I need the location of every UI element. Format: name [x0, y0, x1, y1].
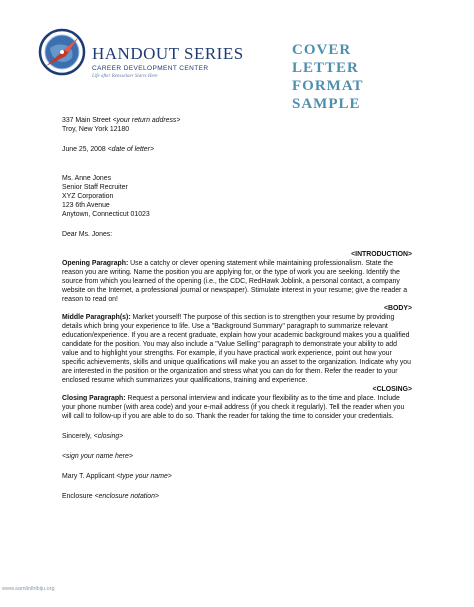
brand-block — [92, 45, 252, 81]
signoff — [62, 432, 412, 441]
middle-label: Middle Paragraph(s): — [62, 314, 131, 321]
recipient-line: Senior Staff Recruiter — [62, 184, 128, 191]
street-note: <your return address> — [112, 117, 181, 124]
footer-watermark: www.samlinlhibiju.org — [2, 586, 55, 592]
return-address-street — [62, 116, 412, 125]
middle-text: Market yourself! The purpose of this section is to strengthen your resume by providing details which bring your experience to life. Use a "Background Summary" paragraph to summarize relevant education/experience. If you are a recent graduate, explain how your academic background makes you a qualified candidate for the position. You may also include a "Value Selling" paragraph to demonstrate your ability to add value and to highlight your strengths. For example, if you have practical work experience, point out how your specific achievements, skills and unique qualifications will make you an asset to the organization. Indicate why you are interested in the position or the organization and stress what you can do for them. Refer the reader to your enclosed resume which summarizes your qualifications, training and experience. — [62, 314, 411, 384]
letter-body — [62, 116, 412, 501]
date-note: <date of letter> — [107, 146, 154, 153]
enclosure-note: <enclosure notation> — [94, 493, 159, 500]
recipient-line: XYZ Corporation — [62, 193, 114, 200]
compass-globe-icon — [38, 28, 86, 76]
salutation: Dear Ms. Jones: — [62, 231, 113, 238]
recipient-line: Ms. Anne Jones — [62, 175, 112, 182]
brand-title: HANDOUT SERIES — [92, 44, 244, 63]
street-text: 337 Main Street — [62, 117, 111, 124]
signature-note — [62, 452, 412, 461]
recipient-line: Anytown, Connecticut 01023 — [62, 211, 150, 218]
signature-note-text: <sign your name here> — [62, 453, 133, 460]
brand-subtitle: CAREER DEVELOPMENT CENTER — [92, 65, 209, 72]
typed-name — [62, 472, 412, 481]
section-marker-introduction: <INTRODUCTION> — [351, 251, 412, 258]
opening-text: Use a catchy or clever opening statement while maintaining professionalism. State the reason you are writing. Name the position you are applying for, or the type of work you are seeking. Identify the source from which you learned of the opening (i.e., the CDC, RedHawk Joblink, a personal contact, a company website on the Internet, a professional journal or newspaper). Stimulate interest in your resume; give the reader a reason to read on! — [62, 260, 408, 303]
recipient-line: 123 6th Avenue — [62, 202, 110, 209]
section-marker-closing: <CLOSING> — [372, 386, 412, 393]
closing-text: Request a personal interview and indicate your flexibility as to the time and place. Include your phone number (with area code) and your e-mail address (if you check it regularly). Tell the reader when you will call to follow-up if you are able to do so. Thank the reader for taking the time to consider your credentials. — [62, 395, 405, 420]
enclosure-text: Enclosure — [62, 493, 93, 500]
letter-date — [62, 145, 412, 154]
section-marker-body: <BODY> — [384, 305, 412, 312]
closing-label: Closing Paragraph: — [62, 395, 126, 402]
opening-paragraph — [62, 259, 412, 304]
date-text: June 25, 2008 — [62, 146, 106, 153]
brand-tagline: Life after Rensselaer Starts Here — [92, 74, 158, 79]
opening-label: Opening Paragraph: — [62, 260, 129, 267]
typed-name-text: Mary T. Applicant — [62, 473, 115, 480]
document-title-line-1: COVER LETTER — [292, 42, 359, 76]
document-title-line-2: FORMAT SAMPLE — [292, 78, 364, 112]
signoff-text: Sincerely, — [62, 433, 92, 440]
return-address-city: Troy, New York 12180 — [62, 126, 130, 133]
closing-paragraph — [62, 394, 412, 421]
enclosure — [62, 492, 412, 501]
typed-name-note: <type your name> — [116, 473, 172, 480]
document-title — [292, 41, 422, 113]
signoff-note: <closing> — [93, 433, 124, 440]
middle-paragraph — [62, 313, 412, 385]
